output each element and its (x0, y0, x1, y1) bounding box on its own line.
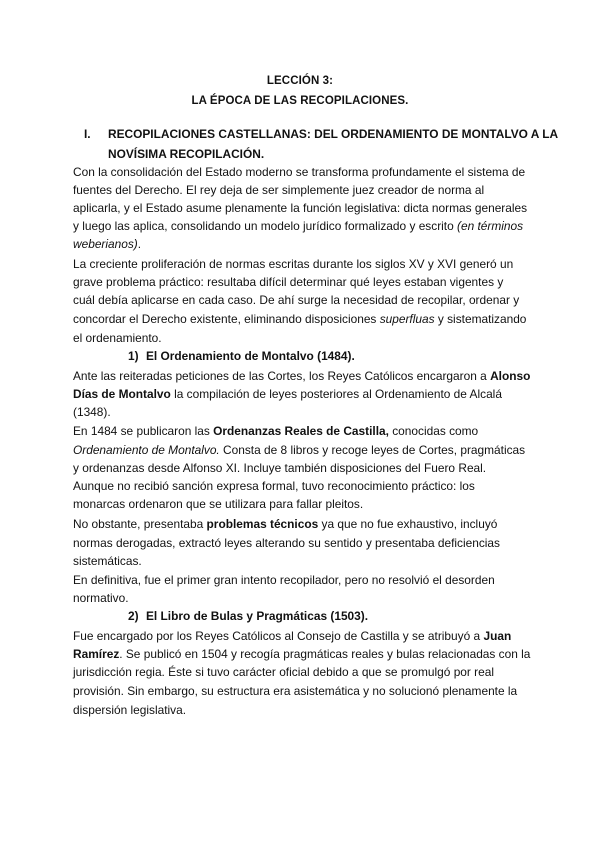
sub1-line-1 (73, 367, 530, 385)
sub2-line-2-bold: Ramírez (73, 647, 120, 661)
intro-line-5 (73, 235, 141, 253)
intro-line-4-italic: (en términos (457, 219, 524, 233)
section-heading-line2: NOVÍSIMA RECOPILACIÓN. (108, 147, 265, 161)
problem-line-5: el ordenamiento. (73, 331, 162, 345)
sub1-line-5-italic: Ordenamiento de Montalvo. (73, 443, 220, 457)
sub1-line-9 (73, 515, 497, 533)
sub1-line-1-bold: Alonso (490, 369, 531, 383)
sub1-line-6: y ordenanzas desde Alfonso XI. Incluye también disposiciones del Fuero Real. (73, 461, 487, 475)
problem-line-4 (73, 310, 526, 328)
sub1-line-5-b: Consta de 8 libros y recoge leyes de Cortes, pragmáticas (219, 443, 526, 457)
sub1-line-9-b: ya que no fue exhaustivo, incluyó (318, 517, 498, 531)
sub1-line-3: (1348). (73, 405, 111, 419)
sub2-line-2 (73, 645, 530, 663)
sub1-line-13: normativo. (73, 591, 129, 605)
sub2-line-5: dispersión legislativa. (73, 703, 187, 717)
sub2-line-4: provisión. Sin embargo, su estructura era asistemática y no solucionó plenamente la (73, 684, 518, 698)
sub1-line-4-a: En 1484 se publicaron las (73, 424, 214, 438)
problem-line-4-b: y sistematizando (434, 312, 527, 326)
sub1-line-2-b: la compilación de leyes posteriores al Ordenamiento de Alcalá (170, 387, 502, 401)
subsection-1-title: El Ordenamiento de Montalvo (1484). (146, 349, 355, 363)
sub1-line-4-b: conocidas como (388, 424, 479, 438)
sub1-line-7: Aunque no recibió sanción expresa formal, tuvo reconocimiento práctico: los (73, 479, 475, 493)
problem-line-4-italic: superfluas (379, 312, 435, 326)
sub2-line-3: jurisdicción regia. Éste si tuvo carácter oficial debido a que se promulgó por real (73, 665, 495, 679)
subsection-2-number: 2) (128, 609, 139, 623)
sub1-line-4-bold: Ordenanzas Reales de Castilla, (213, 424, 389, 438)
intro-line-2: fuentes del Derecho. El rey deja de ser simplemente juez creador de norma al (73, 183, 485, 197)
sub1-line-5 (73, 441, 525, 459)
sub1-line-2-bold: Días de Montalvo (73, 387, 171, 401)
problem-line-3: cuál debía aplicarse en cada caso. De ahí surge la necesidad de recopilar, ordenar y (73, 293, 520, 307)
problem-line-2: grave problema práctico: resultaba difícil determinar qué leyes estaban vigentes y (73, 275, 504, 289)
sub2-line-1-bold: Juan (483, 629, 512, 643)
lesson-title: LA ÉPOCA DE LAS RECOPILACIONES. (191, 95, 409, 107)
problem-line-1: La creciente proliferación de normas escritas durante los siglos XV y XVI generó un (73, 257, 514, 271)
intro-line-5-end: . (137, 237, 142, 251)
sub1-line-2 (73, 385, 502, 403)
subsection-1-number: 1) (128, 349, 139, 363)
problem-line-4-a: concordar el Derecho existente, eliminando disposiciones (73, 312, 380, 326)
sub1-line-8: monarcas ordenaron que se utilizara para fallar pleitos. (73, 497, 364, 511)
sub1-line-12: En definitiva, fue el primer gran intento recopilador, pero no resolvió el desorden (73, 573, 495, 587)
intro-line-4-text: y luego las aplica, consolidando un modelo jurídico formalizado y escrito (73, 219, 458, 233)
sub1-line-9-a: No obstante, presentaba (73, 517, 207, 531)
intro-line-5-italic: weberianos) (73, 237, 138, 251)
lesson-number: LECCIÓN 3: (266, 75, 334, 87)
sub1-line-9-bold: problemas técnicos (206, 517, 319, 531)
sub2-line-1 (73, 627, 511, 645)
subsection-2-title: El Libro de Bulas y Pragmáticas (1503). (146, 609, 369, 623)
intro-line-4 (73, 217, 523, 235)
section-numeral: I. (84, 127, 91, 141)
sub1-line-1-a: Ante las reiteradas peticiones de las Cortes, los Reyes Católicos encargaron a (73, 369, 491, 383)
sub1-line-10: normas derogadas, extractó leyes alterando su sentido y presentaba deficiencias (73, 536, 500, 550)
sub2-line-2-b: . Se publicó en 1504 y recogía pragmáticas reales y bulas relacionadas con la (119, 647, 531, 661)
section-heading-line1: RECOPILACIONES CASTELLANAS: DEL ORDENAMIENTO DE MONTALVO A LA (108, 127, 559, 141)
sub2-line-1-a: Fue encargado por los Reyes Católicos al Consejo de Castilla y se atribuyó a (73, 629, 484, 643)
sub1-line-4 (73, 422, 478, 440)
sub1-line-11: sistemáticas. (73, 554, 142, 568)
intro-line-3: aplicarla, y el Estado asume plenamente la función legislativa: dicta normas generales (73, 201, 528, 215)
intro-line-1: Con la consolidación del Estado moderno se transforma profundamente el sistema de (73, 165, 526, 179)
